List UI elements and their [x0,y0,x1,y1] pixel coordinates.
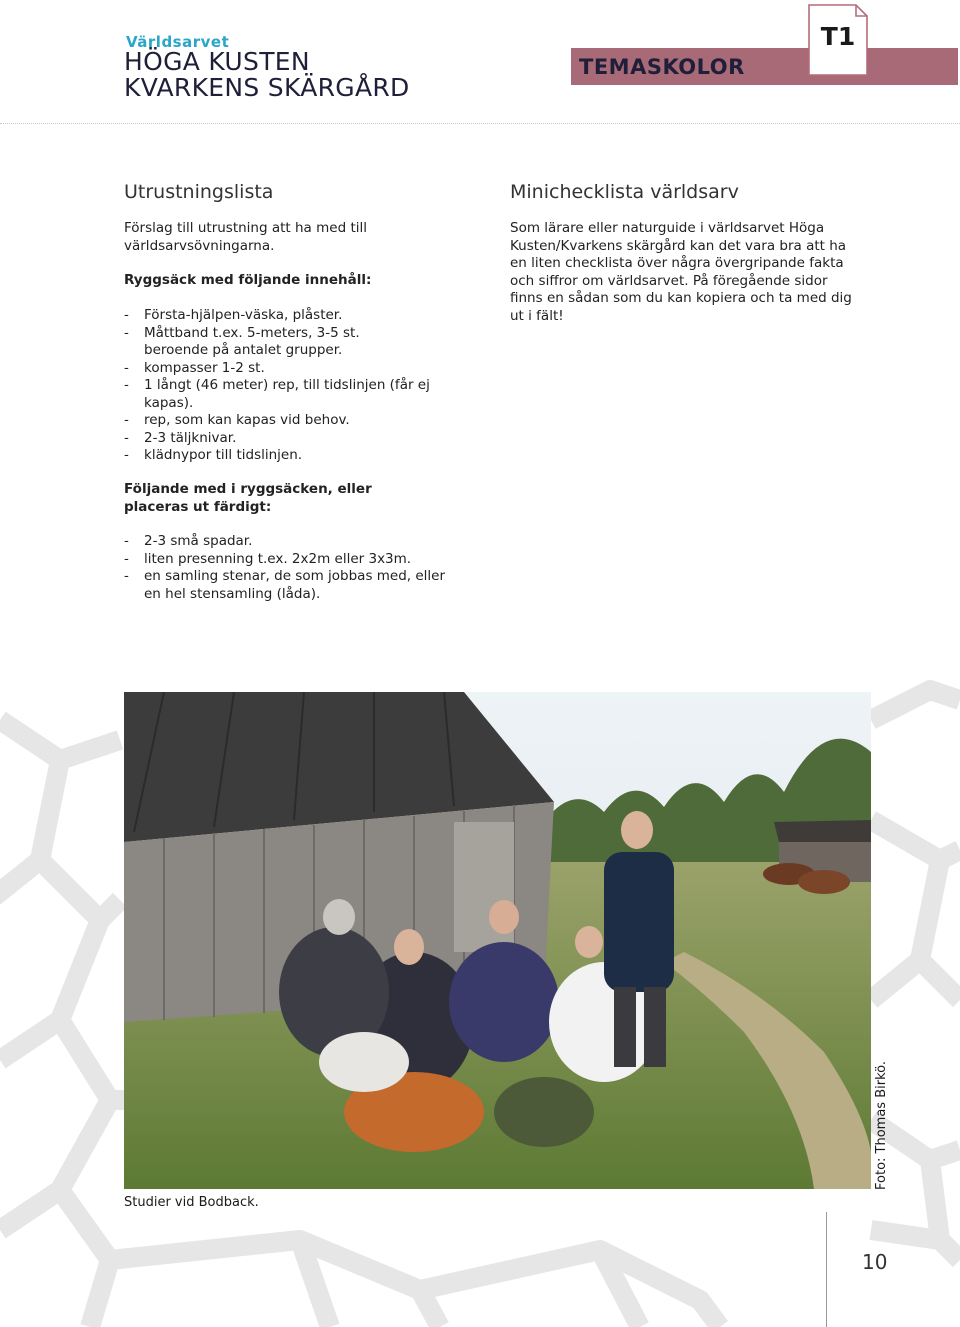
extra-heading: Följande med i ryggsäcken, eller placeras ut färdigt: [124,481,372,515]
list-item: - kompasser 1-2 st. [124,360,464,378]
field-study-photo [124,692,871,1189]
checklist-heading: Minichecklista världsarv [510,181,739,203]
page-title-line-2: KVARKENS SKÄRGÅRD [124,73,410,102]
list-item: - rep, som kan kapas vid behov. [124,412,464,430]
page-title [124,49,410,101]
list-item: - 2-3 täljknivar. [124,430,464,448]
backpack-list [124,307,464,465]
theme-label: TEMASKOLOR [579,55,745,79]
header-divider [0,123,960,124]
section-badge: T1 [820,22,856,51]
list-item: - 2-3 små spadar. [124,533,464,551]
list-item: - Måttband t.ex. 5-meters, 3-5 st. beroende på antalet grupper. [124,325,374,360]
backpack-heading: Ryggsäck med följande innehåll: [124,272,372,288]
list-item: - klädnypor till tidslinjen. [124,447,464,465]
photo-credit: Foto: Thomas Birkö. [874,1061,889,1190]
equipment-intro: Förslag till utrustning att ha med till världsarvsövningarna. [124,220,367,254]
list-item: - en samling stenar, de som jobbas med, eller en hel stensamling (låda). [124,568,464,603]
photo-caption: Studier vid Bodback. [124,1195,259,1210]
checklist-text: Som lärare eller naturguide i världsarvet Höga Kusten/Kvarkens skärgård kan det vara bra att ha en liten checklista över några övergripande fakta och siffror om världsarvet. På föregående sidor finns en sådan som du kan kopiera och ta med dig ut i fält! [510,220,852,324]
header-kicker: Världsarvet [126,33,230,51]
list-item: - 1 långt (46 meter) rep, till tidslinjen (får ej kapas). [124,377,464,412]
extra-list [124,533,464,603]
list-item: - liten presenning t.ex. 2x2m eller 3x3m. [124,551,464,569]
equipment-heading: Utrustningslista [124,181,274,203]
list-item: - Första-hjälpen-väska, plåster. [124,307,464,325]
footer-rule [826,1212,827,1327]
page-number: 10 [862,1250,888,1274]
page-title-line-1: HÖGA KUSTEN [124,47,310,76]
